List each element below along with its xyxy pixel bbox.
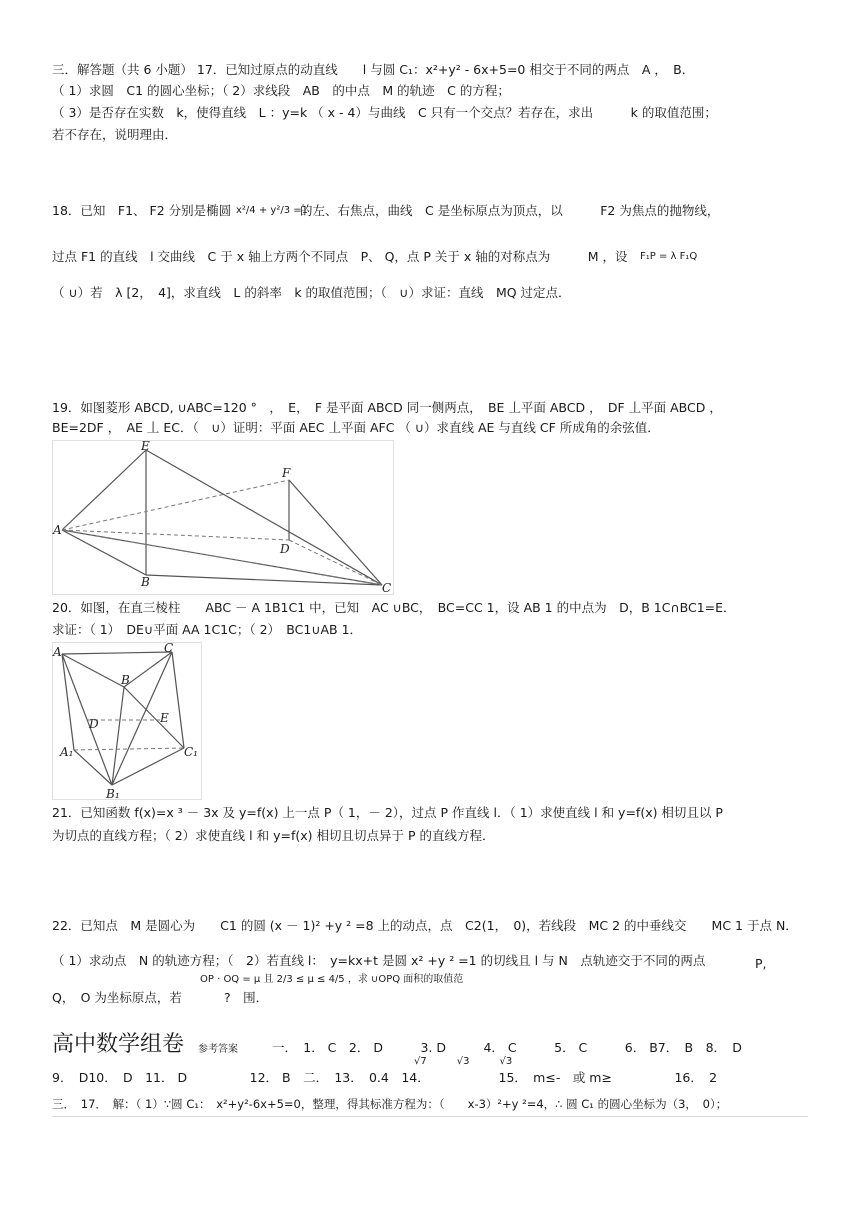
q19-label-b: B: [141, 575, 150, 589]
q20-label-b: B: [121, 673, 130, 687]
q20-line2: 求证：（ 1） DE∪平面 AA 1C1C；（ 2） BC1∪AB 1．: [52, 622, 363, 637]
q20-line1: 20．如图，在直三棱柱 ABC － A 1B1C1 中，已知 AC ∪BC， BC=CC 1，设 AB 1 的中点为 D，B 1C∩BC1=E．: [52, 600, 736, 615]
q17-line2: （ 1）求圆 C1 的圆心坐标；（ 2）求线段 AB 的中点 M 的轨迹 C 的方程；: [52, 83, 510, 98]
q22-line4-a: Q， O 为坐标原点，若: [52, 990, 182, 1005]
q19-label-a: A: [53, 523, 62, 537]
answers-row2: 9． D10． D 11． D 12． B 二． 13． 0.4 14． 15． m≤- 或 m≥ 16． 2: [52, 1070, 718, 1085]
answers-subtitle: 参考答案: [198, 1044, 238, 1055]
q17-line1: 三．解答题（共 6 小题） 17．已知过原点的动直线 l 与圆 C₁：x²+y² - 6x+5=0 相交于不同的两点 A ， B．: [52, 62, 695, 77]
q22-line3: OP · OQ = μ 且 2/3 ≤ μ ≤ 4/5 ，求 ∪OPQ 面积的取值范: [200, 974, 464, 985]
q18-vector-formula: F₁P = λ F₁Q: [640, 251, 698, 262]
q20-figure: [52, 642, 202, 800]
q20-label-e: E: [160, 711, 169, 725]
q22-line2-a: （ 1）求动点 N 的轨迹方程；（ 2）若直线 l： y=kx+t 是圆 x² +y ² =1 的切线且 l 与 N 点轨迹交于不同的两点: [52, 953, 706, 968]
q21-line2: 为切点的直线方程；（ 2）求使直线 l 和 y=f(x) 相切且切点异于 P 的直线方程．: [52, 828, 495, 843]
q20-label-c: C: [164, 642, 174, 655]
q20-label-a: A: [53, 645, 62, 659]
answers-row1: 一． 1． C 2． D 3. D 4． C 5． C 6． B7． B 8． D: [272, 1040, 742, 1055]
q20-label-c1: C₁: [184, 745, 198, 759]
q17-line4: 若不存在，说明理由．: [52, 127, 178, 142]
q19-label-e: E: [141, 440, 150, 453]
q19-line1: 19．如图菱形 ABCD, ∪ABC=120 ° ， E， F 是平面 ABCD 同一侧两点， BE 丄平面 ABCD ， DF 丄平面 ABCD ，: [52, 400, 722, 415]
q18-line3: （ ∪）若 λ [2， 4]，求直线 L 的斜率 k 的取值范围；（ ∪）求证：直线 MQ 过定点．: [52, 285, 571, 300]
q22-line1: 22．已知点 M 是圆心为 C1 的圆 (x － 1)² +y ² =8 上的动点，点 C2(1， 0)，若线段 MC 2 的中垂线交 MC 1 于点 N．: [52, 918, 798, 933]
q22-line4-b: ? 围．: [224, 990, 269, 1005]
q18-ellipse-formula: x²/4 + y²/3 =1: [236, 205, 308, 216]
q18-line1-b: 的左、右焦点，曲线 C 是坐标原点为顶点，以 F2 为焦点的抛物线，: [300, 203, 720, 218]
q20-label-a1: A₁: [60, 745, 74, 759]
q18-line2-a: 过点 F1 的直线 l 交曲线 C 于 x 轴上方两个不同点 P、 Q，点 P 关于 x 轴的对称点为 M ，设: [52, 249, 628, 264]
q21-line1: 21．已知函数 f(x)=x ³ － 3x 及 y=f(x) 上一点 P（ 1，－ 2），过点 P 作直线 l．（ 1）求使直线 l 和 y=f(x) 相切且以 P: [52, 805, 723, 820]
q20-label-b1: B₁: [106, 787, 120, 800]
answers-row3: 三． 17． 解：（ 1）∵圆 C₁： x²+y²-6x+5=0，整理，得其标准方程为：（ x-3）²+y ²=4，∴ 圆 C₁ 的圆心坐标为（3， 0）；: [52, 1097, 728, 1111]
q19-label-f: F: [282, 466, 291, 480]
q19-line2: BE=2DF ， AE 丄 EC．（ ∪）证明：平面 AEC 丄平面 AFC （ ∪）求直线 AE 与直线 CF 所成角的余弦值．: [52, 420, 660, 435]
q19-label-c: C: [382, 581, 392, 595]
q19-label-d: D: [280, 542, 290, 556]
answers-row1-roots: √7 √3 √3: [414, 1056, 513, 1067]
q22-line2-b: P,: [755, 956, 767, 971]
q20-label-d: D: [89, 717, 99, 731]
answers-divider: [52, 1116, 808, 1117]
q19-figure: [52, 440, 394, 595]
answers-title: 高中数学组卷: [52, 1032, 185, 1057]
q17-line3: （ 3）是否存在实数 k，使得直线 L ：y=k （ x - 4）与曲线 C 只有一个交点？若存在，求出 k 的取值范围；: [52, 105, 717, 120]
q18-line1-a: 18．已知 F1、 F2 分别是椭圆: [52, 203, 232, 218]
